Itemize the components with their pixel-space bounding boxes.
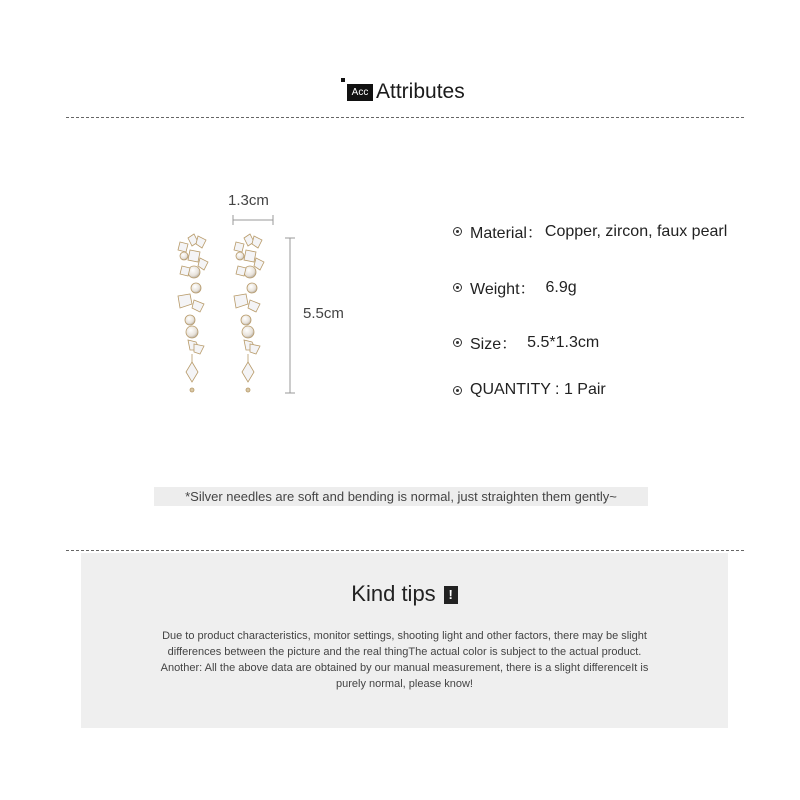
bullet-icon	[453, 283, 462, 292]
page-title: Attributes	[376, 80, 465, 103]
kind-tips-text	[121, 628, 688, 692]
attr-value: 5.5*1.3cm	[527, 333, 600, 351]
bullet-icon	[453, 227, 462, 236]
attr-label: Weight：	[470, 281, 536, 298]
header-dot	[341, 78, 345, 82]
bullet-icon	[453, 386, 462, 395]
height-label: 5.5cm	[303, 305, 344, 322]
silver-needle-note: *Silver needles are soft and bending is normal, just straighten them gently~	[154, 487, 648, 506]
tips-line: Another: All the above data are obtained by our manual measurement, there is a slight differenceIt is	[160, 662, 649, 674]
exclamation-icon: !	[444, 586, 458, 604]
attr-size	[453, 331, 599, 354]
width-ruler	[230, 214, 276, 226]
bullet-icon	[453, 338, 462, 347]
tips-line: differences between the picture and the real thingThe actual color is subject to the actual product.	[167, 646, 642, 658]
header-badge: Acc	[347, 84, 373, 101]
top-divider	[66, 117, 744, 118]
attr-value: 6.9g	[545, 278, 577, 296]
attr-weight	[453, 276, 577, 299]
attr-label: Material：	[470, 225, 543, 242]
width-label: 1.3cm	[228, 192, 269, 209]
tips-line: purely normal, please know!	[336, 678, 473, 690]
kind-tips-panel	[81, 553, 728, 728]
kind-tips-heading	[81, 581, 728, 607]
earrings-image	[170, 232, 280, 397]
height-ruler	[284, 236, 296, 396]
attr-label: QUANTITY : 1 Pair	[470, 381, 606, 398]
attr-value: Copper, zircon, faux pearl	[544, 222, 728, 240]
attr-material	[453, 220, 727, 243]
attr-label: Size：	[470, 336, 518, 353]
tips-line: Due to product characteristics, monitor settings, shooting light and other factors, there may be slight	[162, 630, 647, 642]
attr-quantity	[453, 381, 606, 399]
kind-tips-title: Kind tips	[351, 581, 436, 606]
bottom-divider	[66, 550, 744, 551]
